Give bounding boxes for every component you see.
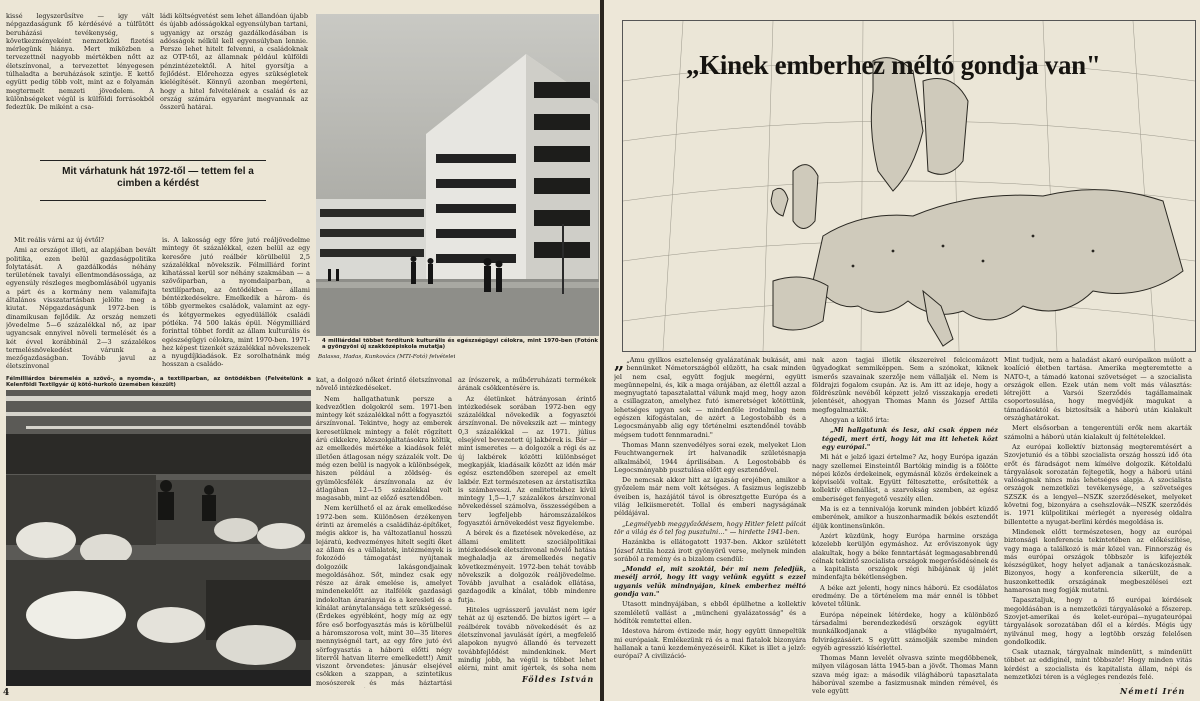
- middle-column-1: [6, 236, 156, 370]
- article-headline: „Kinek emberhez méltó gondja van": [686, 50, 1101, 80]
- paragraph: Hiteles ugrásszerű javulást nem igér tehát az új esztendő. De biztos igért — a reálbérek tovább növekedését és az életszínvonal javulását ígéri, a megfelelő alapokon nyugvó állandó és tervezett továbbfejlődést mindenkinek. Mert mindig jobb, ha végül is többet lehet elérni, mint amit ígértek, és soha nem: [458, 606, 596, 672]
- article-column-1: [614, 356, 806, 696]
- section-subhead: Mit várhatunk hát 1972-től — tettem fel a cimben a kérdést: [62, 166, 254, 189]
- school-building-photo: [316, 14, 599, 336]
- article-column-3: [1004, 356, 1192, 684]
- paragraph: kat, a dolgozó nőket érintő életszínvonal növelő intézkedéseket.: [316, 376, 452, 393]
- paragraph: Az európai kollektív biztonság megteremtésért a Szovjetunió és a többi szocialista ország hosszú idő óta erőt és fáradságot nem kímélve dolgozik. Kétoldalú tárgyalások sorozatán fejtegetik, hogy a háború utáni valóságnak nincs más lehetséges alapja. A szocialista országok nemzetközi tevékenysége, a szövetséges SZSZK és a lengyel—NSZK szerződéseket, melyeket követni fog, bizonyára a csehszlovák—NSZK szerződés is. 1971 külpolitikai mérlegét a nyereség oldalra billentette a nyugat-berlini kérdés megoldása is.: [1004, 442, 1192, 526]
- paragraph: A bérek és a fizetések növekedése, az állami emlitett szociálpolitikai intézkedések életszínvonal növelő hatása meghaladja az áremelkedés negatív következményeit. 1972-ben tehát tovább növekszik a dolgozók reáljövedelme. Tovább javulhat a családok ellátása, gazdagodik a kínálat, több mindenre futja.: [458, 529, 596, 604]
- paragraph: Hazánkba is ellátogatott 1937-ben. Akkor szülétett József Attila hozzá irott gyönyörű verse, melynek minden sorából a remény és a bizalom csendül:: [614, 538, 806, 563]
- photo-credit: Balassa, Hadas, Kunkovács (MTI-Fotó) felvételei: [318, 354, 456, 360]
- paragraph: De nemcsak akkor hitt az igazság erejében, amikor a győzelem már nem volt kétséges. A fasizmus legiszebb éveiben is, hazájától távol is óbresztgette Európa és a világ lelkiismeretét. Tollal és emberi nagyságának példájával.: [614, 476, 806, 518]
- paragraph: Mindenek előtt természetesen, hogy az európai biztonsági konferencia tekintetében az előkészítése, vagy maga a találkozó is már közel van. Finnország és más európai országok többször is kifejezték készségüket, hogy helyet adjanak a tanácskozásnak. Bizonyos, hogy a konferencia sikerült, de a huszonkettedik országának megbeszélései ezt hamarosan meg fogják mutatni.: [1004, 527, 1192, 595]
- paragraph: Csak utaznak, tárgyalnak mindenütt, s mindenütt többet az eddiginél, mint többször! Hogy minden vitás kérdést a szocialista és kapitalista állam, népi és nemzetközi téren is a végleges rendezés felé.: [1004, 648, 1192, 681]
- top-column-2: [160, 12, 308, 152]
- paragraph: is. A lakosság egy főre jutó reáljövedelme mintegy öt százalékkal, ezen belül az egy keresőre jutó reálbér körülbelül 2,5 százalékkal növekszik. Félmilliárd forint kihatással kerül sor néhány szakmában — a szövőiparban, a nyomdaiparban, a textilíparban, az öntödékben — állami béntézkedésekre. Emelkedik a három- és több gyermekes családok, valamint az egy- és kétgyermekes egyedülállók családi pótléka. 74 500 lakás épül. Négymilliárd forinttal többet fordít az állam kulturális és egészségügyi célokra, mint 1970-ben. 1971-hez képest tizenkét százalékkal növekszenek a nyugdíjkiadások. Ez sorolhatnánk még hosszan a családo-: [162, 236, 310, 369]
- paragraph: Mert elsősorban a tengerentúli erők nem akarták számolni a háború után kialakult új feltételekkel.: [1004, 424, 1192, 441]
- paragraph: Ma is ez a tennivalója korunk minden jobbért küzdő emberének, amikor a huszonharmadik békés esztendőt éljük kontinensünkön.: [812, 505, 998, 530]
- paragraph: kissé legyszerűsítve — igy vált népgazdaságunk fő kérdésévé a túlfűtött beruházási tevékenység, s következményeként nemzetközi fizetési mérlegünk hiánya. Mert miközben a tervezettnél nagyobb mértékben nőtt az életszínvonal, a tervezettet lényegesen túlhaladta a beruházások szintje. E kettő együtt pedig több volt, mint az e folyamán megtermelt nemzeti jövedelem. A különbségeket végül is külföldi forrásokból fedeztük. De miként a csa-: [6, 12, 154, 112]
- paragraph: Nem kerülhető el az árak emelkedése 1972-ben sem. Különösen érzékenyen érinti az áremelés a családiház-építőket, mégis akkor is, ha változatlanul hosszú lejáratú, kedvezményes hitelt segíti őket az állam és a vállalatok, intézmények is fokozódó támogatást nyújtanak dolgozóik lakásgondjainak megoldásához. Sőt, mindez csak egy része az árak emelése is, amelyet mindenekelőtt az italfélék gazdasági indokoltan árarányai és a keresleti és a kínálat aránytalansága tett szükségessé. (Érdekes egyébként, hogy míg az egy főre eső borfogyasztás más is körülbelül a háromszorosa volt, mint 30—35 literes mennyiségnél tart, az egy főre jutó évi sörfogyasztás a háború előtti négy literről hatvan literre emelkedett!) Amit viszont örvendetes: jánusár elsejével csökken a szappan, a szintetikus mosószerek és más háztartási: [316, 504, 452, 687]
- right-page: [604, 0, 1200, 701]
- paragraph: „ „Amu gyilkos esztelenség gyalázatának bukását, ami bennünket Németországból elűzött, ha csak minden jel nem csal, együtt fogjuk megérni, együtt megünnepelni, és, kik a maga orájában, az élettől azzal a megnyugtató tapasztalattal válunk majd meg, hogy azon a csillagzaton, amelyhez futó ismeretséget kötöttünk, lehetséges ugyan sok — mindenféle irodalmilag nem egészen kifogástalan, de azért a Legostobább és a Legocsmányabb alig egy történelmi esztendőnél tovább mégsem tudott fennmaradni.": [614, 356, 806, 439]
- paragraph: az írószerek, a műbőrruházati termékek árának csökkentésére is.: [458, 376, 596, 393]
- textile-factory-photo: [6, 390, 311, 686]
- author-signature: Németi Irén: [1120, 686, 1186, 696]
- quote-paragraph: „Mondd el, mit szoktál, bér mi nem feledjük, mesélj arról, hogy itt vagy velünk együtt s ezzel ugyanis velük mindnyájan, kinek emberhez méltó gondja van.": [614, 565, 806, 599]
- article-column-2: [812, 356, 998, 696]
- paragraph: A béke azt jelenti, hogy nincs háború. Ez csodálatos eredmény. De a történelem ma már ennél is többet követel tőlünk.: [812, 583, 998, 609]
- rule: [40, 160, 266, 161]
- paragraph: Nem hallgathatunk persze a kedvezőtlen dolgokról sem. 1971-ben mintegy két százalékkal nőtt a fogyasztói árszínvonal. Tekintve, hogy az emberek keresetüknek mintegy a felét rögzített árú cikkekre, közszolgáltatásokra költik, az emelkedés mértéke a kiadások felét illetően átlagosan négy százalék volt. De még ezen belül is nagyok a különbségek, hiszen például a zöldség- és gyümölcsfélék árszínvonala az év átlagában 12—15 százalékkal volt magasabb, mint az előző esztendőben.: [316, 394, 452, 503]
- paragraph: Ahogyan a költő írta:: [820, 416, 890, 425]
- author-signature: Földes István: [522, 674, 595, 684]
- middle-column-2: [162, 236, 310, 370]
- paragraph: Azért küzdünk, hogy Európa harmine országa közelebb kerüljön egymáshoz. Az erőviszonyok úgy alakultak, hogy a béke fenntartását legmagasabbrendű célnak tekintő szocialista országok megerősödésének és a kapitalista országok régi hibájának új jelét mindenfajta békétlenségben.: [812, 531, 998, 582]
- paragraph: Idestova három évtizede már, hogy együtt ünnepeltük mi európaiak. Emlékezünk rá és a mai fiatalok bizonyára hallanak a tanú kezdeményezéseiről. Kiket is illet a jelző: európai? A civilizáció-: [614, 627, 806, 661]
- paragraph: Ami az országot illeti, az alapjában bevált politika, ezen belül gazdaságpolitika folytatását. A gazdálkodás néhány területének tavalyi ellentmondásossága, az egyensúly részleges megbomlásából ugyanis a párt és a kormány nem valamifajta általános visszatartásban jelölte meg a kiutat. Népgazdaságunk 1972-ben is dinamikusan fejlődik. Az ország nemzeti jövedelme 5—6 százalékkal nő, az ipar ugyancsak ennyivel növeli termelését és a két évvel korábbinál 2—3 százalékos termelésnövekedést várunk a mezőgazdaságban. Tovább javul az életszínvonal: [6, 246, 156, 370]
- paragraph: Utasott mindnyájában, s ebből épülhetne a kollektív szemléletű vallást a „müncheni gyalázatosság" és a hódítók remtettei ellen.: [614, 600, 806, 625]
- factory-photo-caption: Félmilliárdos béremelés a szövő-, a nyomda-, a textiliparban, az öntödékben (Felvételünk a Kelenföldi Textilgyár új kötő-hurkoló üzemében készült): [6, 376, 311, 389]
- rule: [40, 200, 266, 201]
- bottom-column-1: [316, 376, 452, 688]
- paragraph: Az életünket hátrányosan érintő intézkedések sorában 1972-ben egy százalékkal növekedik a fogyasztói árszínvonal. De növekszik azt — mintegy 0,3 százalékkal — az 1971. július elsejével bevezetett új lakbérek is. Bár — mint ismeretes — a dolgozók a régi és az új lakbérek közötti különbséget megkapják, kiadásaik között az idén már egész esztendőben szerepel az emelt lakbér. Ezt természetesen az árstatisztika is számbaveszi. Az emlitettekhez kívül mintegy 1,5—1,7 százalékos árszínvonal növekedéssel számolva, összességében a terv legfeljebb háromszázalékos fogyasztói árnövekedést vesz figyelembe.: [458, 394, 596, 528]
- paragraph: Európa népeinek létérdeke, hogy a különböző társadalmi berendezkedésű országok együtt munkálkodjanak a világbéke nyugalmáért, felvirágzásáért. S együtt számolják szembe minden egyéb agresszió kísérlettel.: [812, 610, 998, 652]
- paragraph: nak azon tagjai illetik ékszereivel felcicomázott ügyadogkat semmiképpen. Sem a szónokat, kiknek ismerős szavainak szerzője nem vállalják el. Nem is földrajzi fogalom csupán. Az is. Am itt az ideje, hogy a földrészünk nevéből képzett jelző visszakapja eredeti jelentését, ahogyan Thomas Mann és József Attila megfogalmazták.: [812, 356, 998, 414]
- paragraph: Thomas Mann levelét olvasva szinte megdöbbenek, milyen világosan látta 1945-ban a jövőt. Thomas Mann szava még igaz: a második világháború tapasztalata háborúval szembe a fasizmusnak minden rémével, és vele együtt: [812, 654, 998, 696]
- paragraph: Thomas Mann szenvedélyes sorai ezek, melyeket Lion Feuchtwangernek írt halvanadik születésnapja alkalmából, 1944 áprilisában. A Legostobább és Legocsmányabb pusztulása előtt egy esztendővel.: [614, 440, 806, 474]
- photo-caption: 4 milliárddal többet fordítunk kulturális és egészségügyi célokra, mint 1970-ben (Fotónk a gyöngyösi új szakközépiskola mutatja): [322, 338, 598, 351]
- quote-paragraph: „Mi hallgatunk és lesz, aki csak éppen néz tégedi, mert érti, hogy lát ma itt lehetek közt egy európai.": [822, 426, 998, 451]
- paragraph: Mi hát e jelző igazi értelme? Az, hogy Európa igazán nagy szellemei Einsteintől Bartókig mindig is a fölötte népei közös érdekeinek, egymásnál közös érdekeinek a képviselői voltak. Együtt féltesztette, erősítették a kollektív ellenállást, a szarvokság szemben, az egész emberiséget fenyegető veszély ellen.: [812, 453, 998, 503]
- top-column-1: [6, 12, 154, 152]
- page-number: 4: [3, 688, 10, 698]
- paragraph: Mint tudjuk, nem a haladást akaró európaikon múlott a koalíció életben tartása. Amerika megteremtette a NATO-t, a támadó katonai szövetséget — a szocialista országok ellen. Ezek után nem volt más választás: létrejött a Varsói Szerződés tagállamainak csoportosulása, hogy megvédjék magukat a támadásoktól és biztosítsák a háború után kialakult országhatárokat.: [1004, 356, 1192, 423]
- paragraph: [1004, 683, 1192, 684]
- bottom-column-2: [458, 376, 596, 672]
- paragraph: „Legmélyebb meggyőződésem, hogy Hitler felett pálcát tör a világ és ő tel fog pusztulni…" — hirdette 1941-ben.: [614, 519, 806, 536]
- paragraph: Mit reális várni az új évtől?: [14, 236, 105, 244]
- drop-cap: „: [614, 356, 625, 374]
- paragraph: Tapasztaljuk, hogy a fő európai kérdések megoldásában is a nemzetközi tárgyalásoké a főszerep. Szovjet-amerikai és kelet-európai—nyugateurópai tárgyalások sorozatában dől el a kérdés. Mégis úgy nyilvánul meg, hogy a legtöbb ország felelősen gondolkodik.: [1004, 596, 1192, 646]
- paragraph: ládi költségvetést sem lehet állandóan újabb és újabb adósságokkal egyensúlyban tartani, ugyanigy az ország gazdálkodásában is adósságok nélkül kell egyensúlyban lennie. Persze lehet hitelt felvenni, a családoknak az OTP-től, az államnak például külföldi pénzintézetektől. A hitel gyorsítja a fejlődést. Előrehozza egyes szükségletek kielégítését. Könnyű azonban megérteni, hogy a hitel felvételének a család és az ország számára egyaránt megvannak az összerű határai.: [160, 12, 308, 112]
